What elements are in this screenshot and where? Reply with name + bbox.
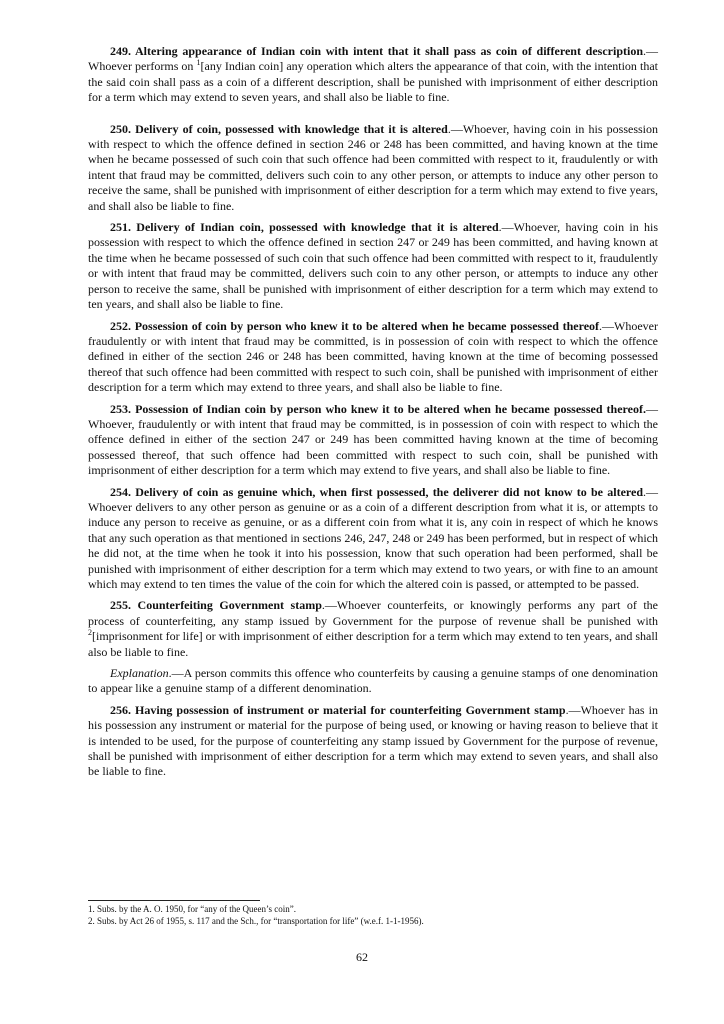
section-255: [88, 598, 658, 660]
section-255-explanation: [88, 666, 658, 697]
section-text: .—A person commits this offence who counterfeits by causing a genuine stamps of one denomination to appear like a genuine stamp of a different denomination.: [88, 666, 658, 696]
section-text: [imprisonment for life] or with imprisonment of either description for a term which may extend to ten years, and shall also be liable to fine.: [88, 629, 658, 659]
footnote-divider: [88, 900, 260, 901]
section-249: [88, 44, 658, 106]
footnote-ref[interactable]: 1: [196, 58, 201, 68]
section-heading: 253. Possession of Indian coin by person who knew it to be altered when he became possessed thereof.: [110, 401, 646, 416]
section-253: [88, 402, 658, 479]
section-256: [88, 703, 658, 780]
section-heading: 255. Counterfeiting Government stamp: [110, 598, 322, 613]
section-heading: 249. Altering appearance of Indian coin with intent that it shall pass as coin of different description: [110, 44, 643, 58]
footnotes: [88, 904, 658, 927]
section-250: [88, 122, 658, 214]
footnote-ref[interactable]: 2: [88, 628, 92, 638]
section-text: .—Whoever counterfeits, or knowingly performs any part of the process of counterfeiting, any stamp issued by Government for the purpose of revenue shall be punished with: [88, 598, 658, 628]
section-heading: 251. Delivery of Indian coin, possessed with knowledge that it is altered: [110, 220, 499, 235]
section-heading: 256. Having possession of instrument or material for counterfeiting Government stamp: [110, 702, 566, 717]
page-number: 62: [356, 950, 368, 964]
section-text: .—Whoever performs on: [88, 44, 658, 74]
section-text: —Whoever, fraudulently or with intent that fraud may be committed, is in possession of coin with respect to which the offence defined in either of the section 247 or 249 has been committed having known at the time of becoming possessed thereof, that such offence had been committed with respect to such coin, shall be punished with imprisonment of either description for a term which may extend to five years, and shall also be liable to fine.: [88, 401, 658, 478]
section-text: [any Indian coin] any operation which alters the appearance of that coin, with the intention that the said coin shall pass as a coin of a different description, shall be punished with imprisonment of either description for a term which may extend to seven years, and shall also be liable to fine.: [88, 59, 658, 105]
section-text: .—Whoever has in his possession any instrument or material for the purpose of being used, or knowing or having reason to believe that it is intended to be used, for the purpose of counterfeiting any stamp issued by Government for the purpose of revenue, shall be punished with imprisonment of either description for a term which may extend to seven years, and shall also be liable to fine.: [88, 702, 658, 779]
section-text: .—Whoever delivers to any other person as genuine or as a coin of a different description from what it is, or attempts to induce any person to receive as genuine, or as a different coin from what it is, any coin in respect of which he knows that any such operation as that mentioned in sections 246, 247, 248 or 249 has been performed, but in respect of which he did not, at the time when he took it into his possession, know that such operation had been performed, shall be punished with imprisonment of either description for a term which may extend to two years, or with fine to an amount which may extend to ten times the value of the coin for which the altered coin is passed, or attempted to be passed.: [88, 484, 658, 591]
explanation-label: Explanation: [110, 666, 169, 681]
section-heading: 252. Possession of coin by person who knew it to be altered when he became possessed thereof: [110, 318, 600, 333]
section-254: [88, 485, 658, 593]
section-251: [88, 220, 658, 312]
section-heading: 254. Delivery of coin as genuine which, when first possessed, the deliverer did not know to be altered: [110, 484, 643, 499]
section-text: .—Whoever, having coin in his possession with respect to which the offence defined in section 246 or 248 has been committed, and having known at the time when he became possessed of such coin that such offence had been committed with respect to it, fraudulently or with intent that fraud may be committed, delivers such coin to any other person, or attempts to induce any other person to receive the same, shall be punished with imprisonment of either description for a term which may extend to five years, and shall also be liable to fine.: [88, 121, 658, 213]
footnote-1: 1. Subs. by the A. O. 1950, for “any of the Queen’s coin”.: [88, 904, 296, 914]
footnote-2: 2. Subs. by Act 26 of 1955, s. 117 and the Sch., for “transportation for life” (w.e.f. 1-1-1956).: [88, 915, 424, 926]
section-text: .—Whoever, having coin in his possession with respect to which the offence defined in section 247 or 249 has been committed, and having known at the time when he became possessed of such coin that such offence had been committed with respect to it, fraudulently or with intent that fraud may be committed, delivers such coin to any other person, or attempts to induce any other person to receive the same, shall be punished with imprisonment of either description for a term which may extend to ten years, and shall also be liable to fine.: [88, 220, 658, 312]
section-252: [88, 319, 658, 396]
section-text: .—Whoever fraudulently or with intent that fraud may be committed, is in possession of coin with respect to which the offence defined in either of the section 246 or 248 has been committed, having known at the time of becoming possessed thereof that such offence had been committed with respect to such coin, shall be punished with imprisonment of either description for a term which may extend to three years, and shall also be liable to fine.: [88, 318, 658, 395]
section-heading: 250. Delivery of coin, possessed with knowledge that it is altered: [110, 121, 448, 136]
document-body: [88, 44, 658, 786]
